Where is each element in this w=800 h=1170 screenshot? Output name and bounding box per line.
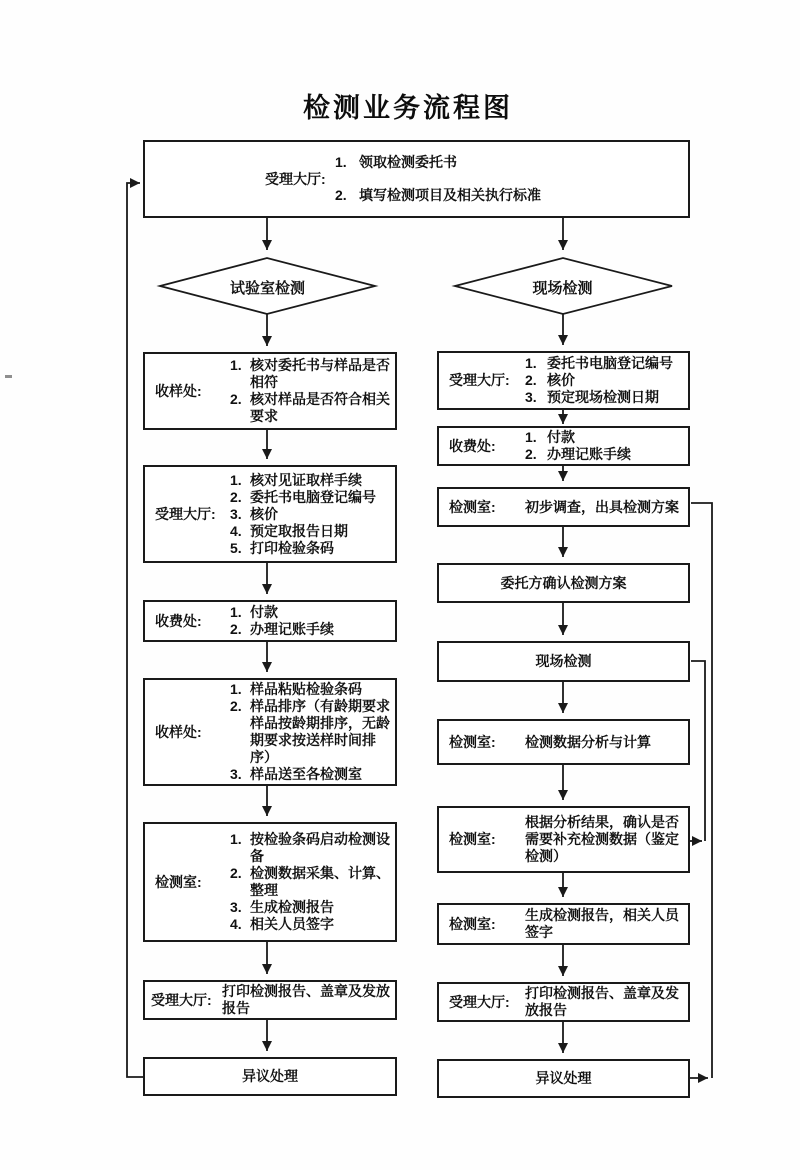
box-label: 检测室: [449,498,496,515]
item-number: 2. [230,621,242,637]
item-number: 5. [230,539,242,556]
list-item [230,916,390,933]
item-number: 3. [525,389,537,405]
box-items [230,681,390,783]
box-reception-hall-register-left [143,465,397,563]
item-number: 4. [230,522,242,539]
box-label: 收样处: [155,382,202,399]
list-item [230,831,390,865]
list-item [230,766,390,783]
list-item [230,506,390,523]
item-number: 2. [525,446,537,462]
list-item [230,523,390,540]
box-reception-hall-start [143,140,690,218]
item-text: 填写检测项目及相关执行标准 [359,187,541,203]
box-items [525,429,684,463]
item-text: 检测数据采集、计算、整理 [250,865,390,898]
box-text: 生成检测报告，相关人员签字 [525,907,679,940]
box-label: 检测室: [449,831,496,847]
list-item [230,698,390,766]
item-number: 2. [525,372,537,388]
item-number: 1. [525,429,537,445]
box-text: 根据分析结果，确认是否需要补充检测数据（鉴定检测） [525,814,679,864]
decision-label-lab-test: 试验室检测 [229,280,305,297]
decision-label-site-test: 现场检测 [532,280,593,297]
box-testing-room-survey [437,487,690,527]
item-number: 3. [230,766,242,782]
item-number: 1. [230,604,242,620]
list-item [525,355,684,372]
item-number: 3. [230,899,242,915]
item-text: 领取检测委托书 [359,154,457,170]
list-item [230,865,390,899]
box-sample-receipt-check [143,352,397,430]
retest-feedback-line [690,661,705,841]
box-cashier-left [143,600,397,642]
list-item [525,389,684,406]
box-reception-hall-print-right [437,982,690,1022]
list-item [230,540,390,557]
item-number: 2. [335,187,347,203]
box-text: 初步调查，出具检测方案 [525,498,679,515]
box-label: 受理大厅: [265,170,326,187]
box-dispute-handling-right [437,1059,690,1098]
list-item [230,489,390,506]
item-text: 预定现场检测日期 [547,389,659,405]
box-client-confirm-plan [437,563,690,603]
box-text: 委托方确认检测方案 [500,574,627,591]
item-text: 付款 [547,429,575,445]
list-item [335,154,599,171]
item-text: 核价 [250,505,278,522]
item-text: 预定取报告日期 [250,522,348,539]
list-item [230,621,390,638]
box-sample-receipt-sort [143,678,397,786]
list-item [230,899,390,916]
item-text: 付款 [250,604,278,620]
item-text: 样品送至各检测室 [250,766,362,782]
scan-artifact [5,375,12,378]
list-item [525,372,684,389]
item-text: 核对样品是否符合相关要求 [250,391,390,424]
box-text: 异议处理 [242,1068,298,1084]
box-label: 检测室: [449,915,496,932]
list-item [230,604,390,621]
box-label: 受理大厅: [151,991,212,1008]
box-items [525,355,684,406]
box-items [230,604,390,638]
box-dispute-handling-left [143,1057,397,1096]
list-item [230,681,390,698]
item-text: 相关人员签字 [250,916,334,932]
box-label: 检测室: [449,733,496,750]
item-text: 委托书电脑登记编号 [250,488,376,505]
box-text: 检测数据分析与计算 [525,733,651,750]
item-text: 样品排序（有龄期要求样品按龄期排序，无龄期要求按送样时间排序） [250,698,390,765]
box-reception-hall-print-left [143,980,397,1020]
item-number: 1. [335,154,347,170]
item-number: 1. [230,831,242,847]
list-item [230,472,390,489]
item-text: 核价 [547,372,575,388]
list-item [335,187,599,204]
box-label: 收费处: [155,612,202,629]
box-label: 检测室: [155,873,202,890]
item-number: 1. [525,355,537,371]
dispute-feedback-line-right [690,503,712,1078]
item-text: 样品粘贴检验条码 [250,681,362,697]
box-cashier-right [437,426,690,466]
page-title: 检测业务流程图 [303,93,513,123]
item-number: 2. [230,391,242,407]
box-testing-room-supplement [437,806,690,873]
box-items [230,472,390,557]
box-testing-room-analysis [437,719,690,765]
box-items [230,831,390,933]
box-testing-room-left [143,822,397,942]
item-text: 生成检测报告 [250,899,334,915]
box-text: 异议处理 [535,1070,592,1086]
item-text: 委托书电脑登记编号 [547,355,673,371]
box-site-testing [437,641,690,682]
box-label: 受理大厅: [449,993,510,1010]
item-text: 办理记账手续 [250,621,334,637]
box-label: 收费处: [449,437,496,454]
box-items [230,357,390,425]
box-testing-room-report [437,903,690,945]
dispute-feedback-line-left [127,183,143,1077]
box-label: 受理大厅: [155,505,216,522]
item-text: 按检验条码启动检测设备 [250,831,390,864]
list-item [525,429,684,446]
box-reception-hall-register-right [437,351,690,410]
box-label: 受理大厅: [449,372,510,388]
item-number: 4. [230,916,242,932]
item-text: 核对委托书与样品是否相符 [250,357,390,390]
item-text: 办理记账手续 [547,446,631,462]
item-number: 1. [230,681,242,697]
list-item [230,391,390,425]
box-text: 打印检测报告、盖章及发放报告 [525,985,679,1018]
item-number: 1. [230,357,242,373]
box-label: 收样处: [155,723,202,740]
box-text: 打印检测报告、盖章及发放报告 [222,983,390,1016]
item-number: 1. [230,471,242,488]
box-text: 现场检测 [535,653,592,669]
item-text: 核对见证取样手续 [250,471,362,488]
item-number: 3. [230,505,242,522]
list-item [230,357,390,391]
item-number: 2. [230,865,242,881]
item-number: 2. [230,488,242,505]
list-item [525,446,684,463]
item-number: 2. [230,698,242,714]
box-items [335,154,599,204]
item-text: 打印检验条码 [250,539,334,556]
